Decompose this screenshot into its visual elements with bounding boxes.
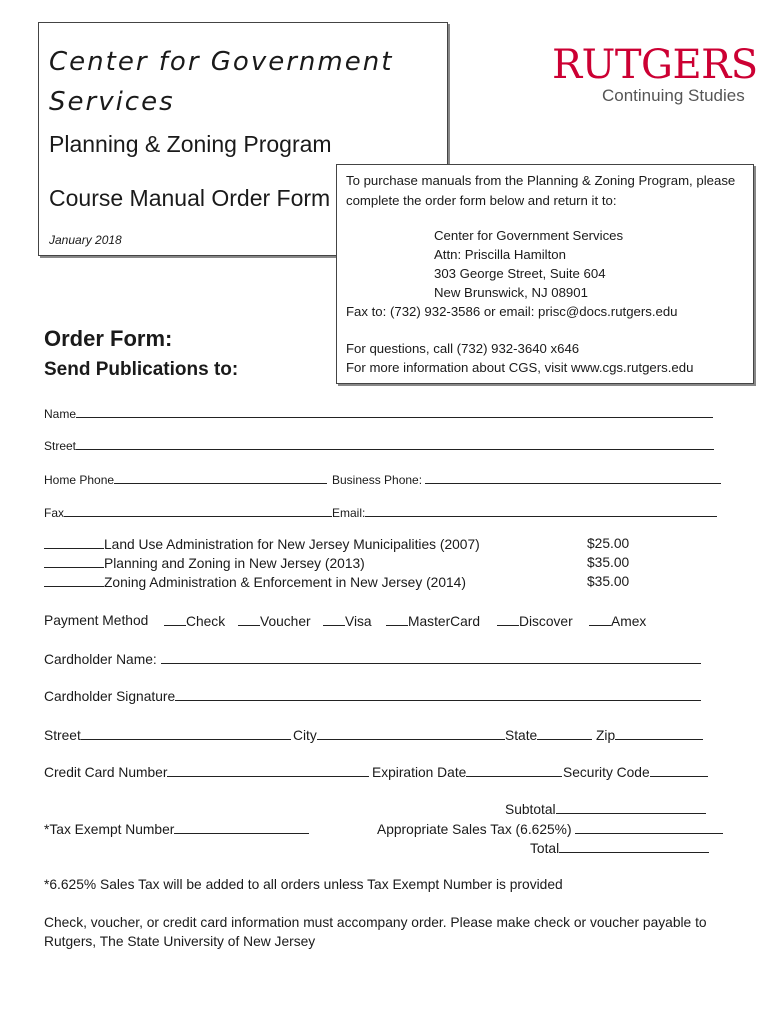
sales-tax-label: Appropriate Sales Tax (6.625%) [377, 822, 576, 837]
address-line-3: 303 George Street, Suite 604 [434, 266, 606, 281]
card-state-label: State [505, 728, 538, 743]
card-city-line[interactable] [317, 727, 505, 740]
card-street-line[interactable] [81, 727, 291, 740]
cardholder-name-field[interactable] [44, 651, 701, 667]
business-phone-line[interactable] [425, 471, 721, 484]
address-line-4: New Brunswick, NJ 08901 [434, 285, 588, 300]
payment-option-amex[interactable] [589, 613, 646, 629]
home-phone-line[interactable] [114, 471, 327, 484]
card-street-field[interactable] [44, 727, 291, 743]
cardholder-signature-line[interactable] [175, 688, 701, 701]
card-zip-label: Zip [596, 728, 616, 743]
tax-exempt-label: *Tax Exempt Number [44, 822, 175, 837]
address-line-2: Attn: Priscilla Hamilton [434, 247, 566, 262]
checkbox-line[interactable] [238, 613, 260, 626]
questions-line: For questions, call (732) 932-3640 x646 [346, 341, 580, 356]
name-field[interactable] [44, 405, 713, 421]
cardholder-signature-field[interactable] [44, 688, 701, 704]
publication-row [44, 555, 365, 571]
total-label: Total [530, 841, 560, 856]
sales-tax-field[interactable] [377, 821, 723, 837]
cardholder-name-line[interactable] [161, 651, 701, 664]
security-code-field[interactable] [563, 764, 708, 780]
cardholder-signature-label: Cardholder Signature [44, 689, 176, 704]
card-city-label: City [293, 728, 317, 743]
info-intro-1: To purchase manuals from the Planning & Zoning Program, please [346, 173, 736, 188]
business-phone-field[interactable] [332, 471, 721, 487]
checkbox-line[interactable] [164, 613, 186, 626]
org-name-line1: Center for Government [49, 47, 394, 77]
card-zip-line[interactable] [615, 727, 703, 740]
card-state-field[interactable] [505, 727, 592, 743]
card-zip-field[interactable] [596, 727, 703, 743]
publication-title: Planning and Zoning in New Jersey (2013) [104, 556, 365, 571]
logo-word: RUTGERS [552, 42, 758, 88]
payment-option-label: Visa [345, 614, 372, 629]
tax-exempt-field[interactable] [44, 821, 309, 837]
email-label: Email: [332, 506, 366, 520]
name-label: Name [44, 407, 77, 421]
security-code-line[interactable] [650, 764, 708, 777]
payment-method-label: Payment Method [44, 613, 149, 628]
fax-label: Fax [44, 506, 65, 520]
publication-title: Zoning Administration & Enforcement in New Jersey (2014) [104, 575, 466, 590]
expiration-line[interactable] [466, 764, 562, 777]
payment-option-label: Voucher [260, 614, 311, 629]
street-field[interactable] [44, 437, 714, 453]
card-number-line[interactable] [167, 764, 369, 777]
subtotal-line[interactable] [556, 801, 706, 814]
payment-option-visa[interactable] [323, 613, 372, 629]
payment-option-label: MasterCard [408, 614, 481, 629]
org-name-line2: Services [49, 87, 175, 117]
checkbox-line[interactable] [386, 613, 408, 626]
card-number-field[interactable] [44, 764, 369, 780]
checkbox-line[interactable] [589, 613, 611, 626]
sales-tax-line[interactable] [575, 821, 723, 834]
payment-option-voucher[interactable] [238, 613, 311, 629]
subtotal-label: Subtotal [505, 802, 556, 817]
info-intro-2: complete the order form below and return it to: [346, 193, 617, 208]
quantity-line[interactable] [44, 555, 104, 568]
quantity-line[interactable] [44, 536, 104, 549]
form-title: Course Manual Order Form [49, 185, 331, 211]
subtotal-field[interactable] [505, 801, 706, 817]
form-date: January 2018 [49, 233, 122, 247]
expiration-label: Expiration Date [372, 765, 467, 780]
card-city-field[interactable] [293, 727, 505, 743]
home-phone-field[interactable] [44, 471, 327, 487]
name-line[interactable] [76, 405, 713, 418]
payment-option-discover[interactable] [497, 613, 573, 629]
card-street-label: Street [44, 728, 81, 743]
send-publications-heading: Send Publications to: [44, 359, 239, 380]
payment-option-label: Check [186, 614, 226, 629]
security-code-label: Security Code [563, 765, 650, 780]
payment-option-check[interactable] [164, 613, 225, 629]
fax-line[interactable] [64, 504, 332, 517]
checkbox-line[interactable] [497, 613, 519, 626]
home-phone-label: Home Phone [44, 473, 115, 487]
payment-option-mastercard[interactable] [386, 613, 480, 629]
logo-subtitle: Continuing Studies [602, 86, 745, 105]
more-info-line: For more information about CGS, visit www.cgs.rutgers.edu [346, 360, 694, 375]
tax-exempt-line[interactable] [174, 821, 309, 834]
total-field[interactable] [530, 840, 709, 856]
address-line-1: Center for Government Services [434, 228, 624, 243]
fax-field[interactable] [44, 504, 332, 520]
business-phone-label: Business Phone: [332, 473, 426, 487]
publication-price: $25.00 [587, 536, 630, 551]
publication-row [44, 536, 480, 552]
total-line[interactable] [559, 840, 709, 853]
payment-note-line-2: Rutgers, The State University of New Jersey [44, 934, 316, 949]
tax-note: *6.625% Sales Tax will be added to all orders unless Tax Exempt Number is provided [44, 877, 563, 892]
expiration-field[interactable] [372, 764, 562, 780]
order-form-heading: Order Form: [44, 326, 173, 351]
email-field[interactable] [332, 504, 717, 520]
street-line[interactable] [76, 437, 714, 450]
publication-price: $35.00 [587, 555, 630, 570]
fax-email-line: Fax to: (732) 932-3586 or email: prisc@docs.rutgers.edu [346, 304, 678, 319]
program-title: Planning & Zoning Program [49, 131, 332, 157]
publication-title: Land Use Administration for New Jersey Municipalities (2007) [104, 537, 480, 552]
payment-note-line-1: Check, voucher, or credit card information must accompany order. Please make check or voucher payable to [44, 915, 707, 930]
checkbox-line[interactable] [323, 613, 345, 626]
payment-option-label: Amex [611, 614, 647, 629]
info-box [336, 164, 754, 384]
quantity-line[interactable] [44, 574, 104, 587]
street-label: Street [44, 439, 77, 453]
rutgers-logo [552, 42, 758, 106]
email-line[interactable] [365, 504, 717, 517]
card-state-line[interactable] [537, 727, 592, 740]
publication-row [44, 574, 466, 590]
card-number-label: Credit Card Number [44, 765, 168, 780]
publication-price: $35.00 [587, 574, 630, 589]
payment-option-label: Discover [519, 614, 573, 629]
cardholder-name-label: Cardholder Name: [44, 652, 157, 667]
